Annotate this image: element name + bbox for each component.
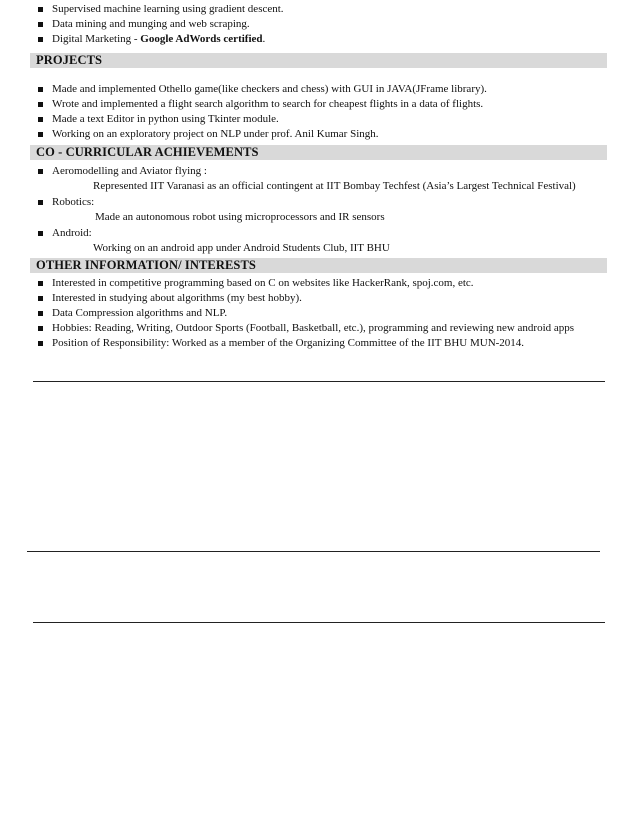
list-item-text: Supervised machine learning using gradient descent. xyxy=(52,3,284,15)
list-item xyxy=(30,2,607,17)
square-bullet-icon xyxy=(38,169,43,174)
list-item xyxy=(30,321,607,336)
list-item-text: Wrote and implemented a flight search algorithm to search for cheapest flights in a data of flights. xyxy=(52,98,484,110)
achievement-title: Aeromodelling and Aviator flying : xyxy=(52,165,207,177)
list-item-text: Interested in studying about algorithms (my best hobby). xyxy=(52,292,302,304)
certification-name: Google AdWords certified xyxy=(140,33,263,45)
horizontal-rule xyxy=(33,622,605,623)
list-item xyxy=(30,17,607,32)
list-item-text: Data Compression algorithms and NLP. xyxy=(52,307,228,319)
list-item xyxy=(30,164,607,179)
other-information-list xyxy=(30,276,607,351)
list-item xyxy=(30,32,607,47)
square-bullet-icon xyxy=(38,87,43,92)
square-bullet-icon xyxy=(38,341,43,346)
section-heading-projects: PROJECTS xyxy=(30,53,607,68)
list-item-text: Hobbies: Reading, Writing, Outdoor Sports (Football, Basketball, etc.), programming and reviewing new android apps xyxy=(52,322,575,334)
list-item xyxy=(30,97,607,112)
list-item-text: Position of Responsibility: Worked as a member of the Organizing Committee of the IIT BHU MUN-2014. xyxy=(52,337,525,349)
square-bullet-icon xyxy=(38,200,43,205)
square-bullet-icon xyxy=(38,326,43,331)
list-item xyxy=(30,306,607,321)
achievement-title: Android: xyxy=(52,227,92,239)
skills-continuation-list xyxy=(30,2,607,47)
square-bullet-icon xyxy=(38,311,43,316)
section-heading-other-information: OTHER INFORMATION/ INTERESTS xyxy=(30,258,607,273)
list-item-text: Interested in competitive programming based on C on websites like HackerRank, spoj.com, etc. xyxy=(52,277,474,289)
list-item xyxy=(30,336,607,351)
section-heading-cocurricular: CO - CURRICULAR ACHIEVEMENTS xyxy=(30,145,607,160)
list-item-text: Working on an exploratory project on NLP under prof. Anil Kumar Singh. xyxy=(52,128,379,140)
horizontal-rule xyxy=(33,381,605,382)
achievement-detail: Made an autonomous robot using microprocessors and IR sensors xyxy=(95,211,385,223)
square-bullet-icon xyxy=(38,37,43,42)
square-bullet-icon xyxy=(38,22,43,27)
square-bullet-icon xyxy=(38,117,43,122)
list-item-suffix: . xyxy=(262,33,266,45)
achievement-detail: Represented IIT Varanasi as an official contingent at IIT Bombay Techfest (Asia’s Largest Technical Festival) xyxy=(93,180,576,192)
square-bullet-icon xyxy=(38,7,43,12)
list-item-text: Digital Marketing - xyxy=(52,33,141,45)
square-bullet-icon xyxy=(38,102,43,107)
list-item xyxy=(30,276,607,291)
square-bullet-icon xyxy=(38,132,43,137)
list-item-text: Made and implemented Othello game(like checkers and chess) with GUI in JAVA(JFrame library). xyxy=(52,83,487,95)
list-item xyxy=(30,291,607,306)
square-bullet-icon xyxy=(38,231,43,236)
list-item xyxy=(30,112,607,127)
list-item xyxy=(30,127,607,142)
list-item xyxy=(30,226,607,241)
horizontal-rule xyxy=(27,551,600,552)
achievement-title: Robotics: xyxy=(52,196,95,208)
cocurricular-list xyxy=(30,164,607,256)
achievement-detail: Working on an android app under Android Students Club, IIT BHU xyxy=(93,242,390,254)
projects-list xyxy=(30,82,607,142)
list-item-text: Data mining and munging and web scraping. xyxy=(52,18,250,30)
list-item xyxy=(30,82,607,97)
square-bullet-icon xyxy=(38,296,43,301)
list-item xyxy=(30,195,607,210)
list-item-text: Made a text Editor in python using Tkinter module. xyxy=(52,113,279,125)
square-bullet-icon xyxy=(38,281,43,286)
